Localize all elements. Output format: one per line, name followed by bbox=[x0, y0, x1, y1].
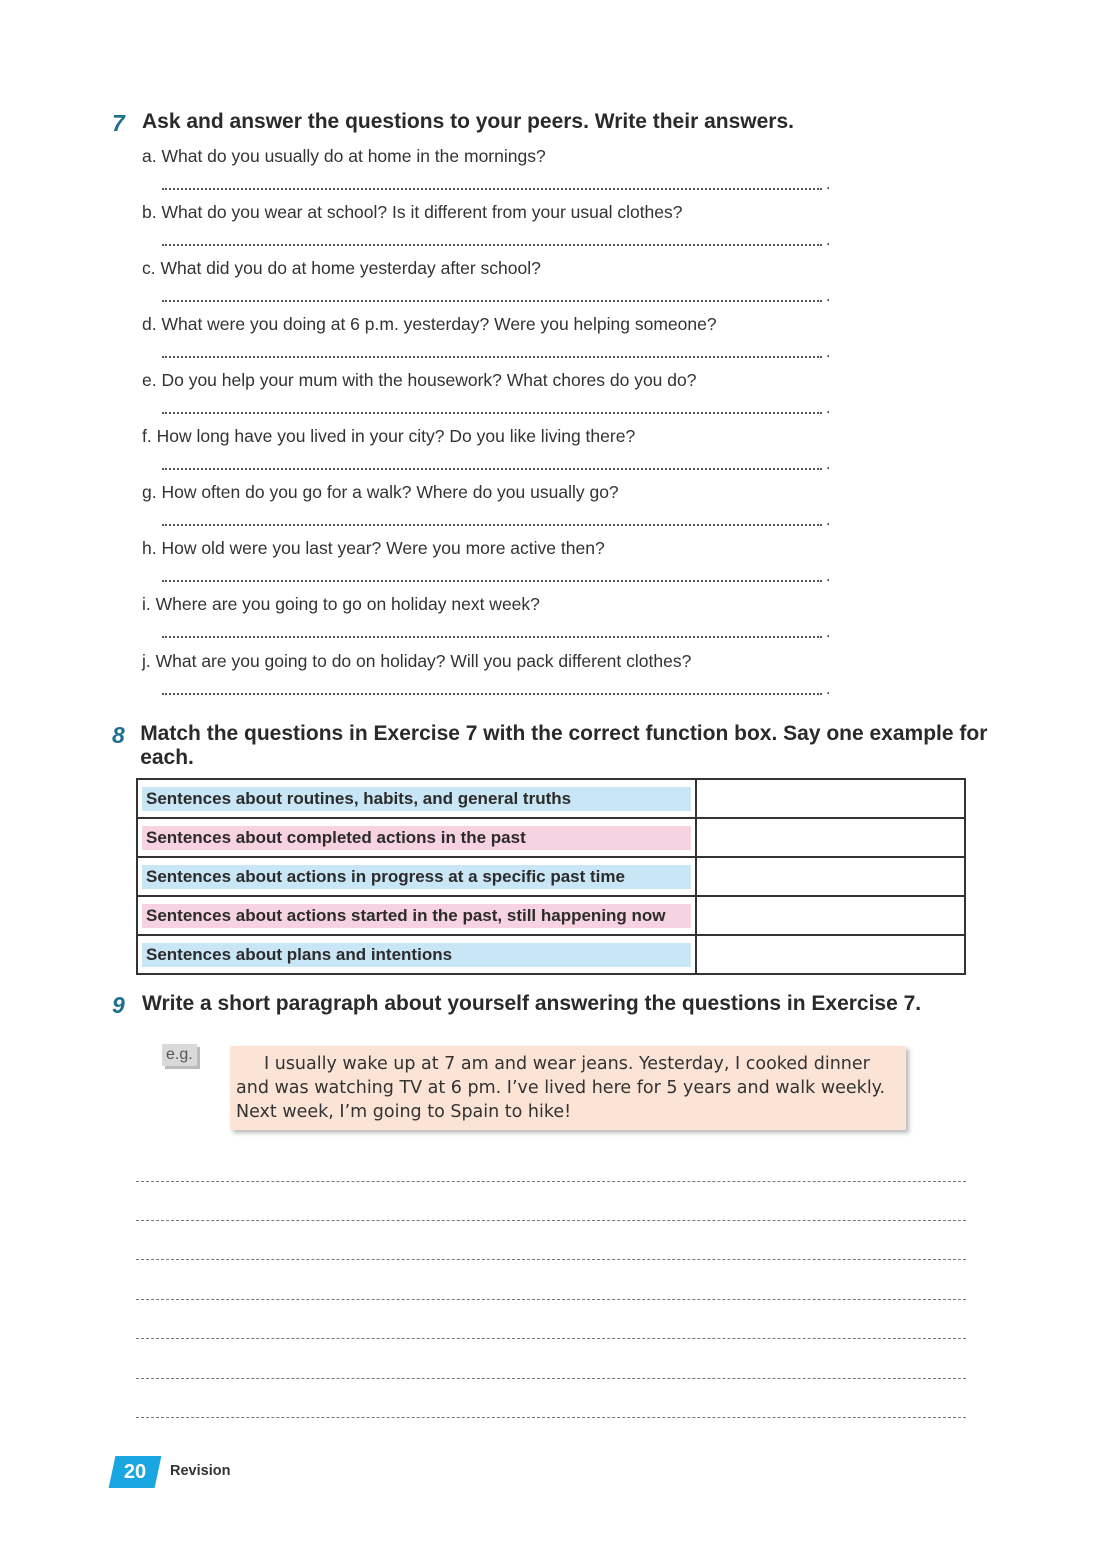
function-label: Sentences about actions started in the past, still happening now bbox=[142, 904, 691, 928]
function-cell bbox=[137, 935, 696, 974]
answer-line-h[interactable] bbox=[162, 578, 822, 582]
exercise-title: Write a short paragraph about yourself answering the questions in Exercise 7. bbox=[142, 992, 922, 1015]
question-j: j. What are you going to do on holiday? Will you pack different clothes? bbox=[142, 651, 692, 671]
exercise-8-heading bbox=[112, 722, 992, 770]
page-number: 20 bbox=[123, 1460, 147, 1483]
exercise-title: Ask and answer the questions to your peers. Write their answers. bbox=[142, 110, 794, 133]
line-end: . bbox=[826, 288, 831, 305]
answer-line-g[interactable] bbox=[162, 522, 822, 526]
question-h: h. How old were you last year? Were you more active then? bbox=[142, 538, 605, 558]
table-row bbox=[137, 818, 965, 857]
exercise-9-heading bbox=[112, 992, 921, 1019]
line-end: . bbox=[826, 624, 831, 641]
question-d: d. What were you doing at 6 p.m. yesterday? Were you helping someone? bbox=[142, 314, 717, 334]
function-match-table bbox=[136, 778, 966, 975]
function-cell bbox=[137, 896, 696, 935]
example-answer-cell[interactable] bbox=[696, 896, 965, 935]
example-text: I usually wake up at 7 am and wear jeans. Yesterday, I cooked dinner and was watching TV at 6 pm. I’ve lived here for 5 years and walk weekly. Next week, I’m going to Spain to hike! bbox=[236, 1054, 886, 1122]
example-answer-cell[interactable] bbox=[696, 857, 965, 896]
line-end: . bbox=[826, 568, 831, 585]
writing-line[interactable] bbox=[136, 1220, 966, 1221]
question-g: g. How often do you go for a walk? Where do you usually go? bbox=[142, 482, 619, 502]
example-tag: e.g. bbox=[162, 1044, 197, 1066]
writing-line[interactable] bbox=[136, 1259, 966, 1260]
example-answer-cell[interactable] bbox=[696, 779, 965, 818]
example-answer-cell[interactable] bbox=[696, 818, 965, 857]
writing-line[interactable] bbox=[136, 1181, 966, 1182]
answer-line-f[interactable] bbox=[162, 466, 822, 470]
question-f: f. How long have you lived in your city? Do you like living there? bbox=[142, 426, 636, 446]
table-row bbox=[137, 857, 965, 896]
answer-line-b[interactable] bbox=[162, 242, 822, 246]
function-cell bbox=[137, 818, 696, 857]
answer-line-i[interactable] bbox=[162, 634, 822, 638]
example-answer-cell[interactable] bbox=[696, 935, 965, 974]
question-c: c. What did you do at home yesterday after school? bbox=[142, 258, 541, 278]
table-row bbox=[137, 896, 965, 935]
answer-line-j[interactable] bbox=[162, 691, 822, 695]
answer-line-d[interactable] bbox=[162, 354, 822, 358]
line-end: . bbox=[826, 400, 831, 417]
question-b: b. What do you wear at school? Is it different from your usual clothes? bbox=[142, 202, 683, 222]
table-row bbox=[137, 935, 965, 974]
section-label: Revision bbox=[170, 1463, 231, 1479]
exercise-number: 9 bbox=[112, 992, 125, 1018]
exercise-number: 7 bbox=[112, 110, 125, 136]
exercise-number: 8 bbox=[112, 722, 125, 748]
function-label: Sentences about plans and intentions bbox=[142, 943, 691, 967]
line-end: . bbox=[826, 344, 831, 361]
answer-line-e[interactable] bbox=[162, 410, 822, 414]
question-a: a. What do you usually do at home in the mornings? bbox=[142, 146, 546, 166]
answer-line-a[interactable] bbox=[162, 186, 822, 190]
writing-line[interactable] bbox=[136, 1338, 966, 1339]
line-end: . bbox=[826, 512, 831, 529]
function-label: Sentences about completed actions in the past bbox=[142, 826, 691, 850]
function-label: Sentences about actions in progress at a specific past time bbox=[142, 865, 691, 889]
example-paragraph bbox=[230, 1046, 906, 1130]
question-i: i. Where are you going to go on holiday next week? bbox=[142, 594, 540, 614]
answer-line-c[interactable] bbox=[162, 298, 822, 302]
exercise-7-heading bbox=[112, 110, 794, 137]
line-end: . bbox=[826, 176, 831, 193]
table-row bbox=[137, 779, 965, 818]
line-end: . bbox=[826, 232, 831, 249]
exercise-title: Match the questions in Exercise 7 with the correct function box. Say one example for each. bbox=[140, 722, 988, 769]
writing-line[interactable] bbox=[136, 1378, 966, 1379]
line-end: . bbox=[826, 681, 831, 698]
writing-line[interactable] bbox=[136, 1417, 966, 1418]
writing-line[interactable] bbox=[136, 1299, 966, 1300]
page-number-badge bbox=[109, 1456, 162, 1488]
line-end: . bbox=[826, 456, 831, 473]
function-cell bbox=[137, 857, 696, 896]
function-cell bbox=[137, 779, 696, 818]
question-e: e. Do you help your mum with the housework? What chores do you do? bbox=[142, 370, 697, 390]
function-label: Sentences about routines, habits, and general truths bbox=[142, 787, 691, 811]
